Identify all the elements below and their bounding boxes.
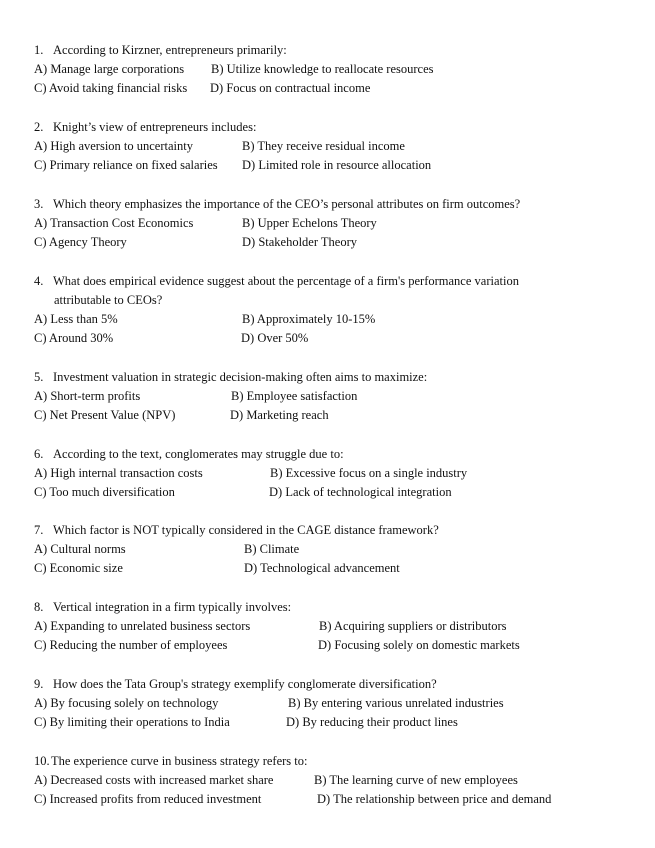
- option-row: [34, 310, 634, 329]
- option-row: [34, 79, 634, 98]
- question-3: [34, 195, 634, 253]
- option-row: [34, 329, 634, 348]
- option-b[interactable]: B) Utilize knowledge to reallocate resources: [211, 62, 434, 76]
- option-c[interactable]: C) By limiting their operations to India: [34, 715, 230, 730]
- question-stem: [34, 521, 634, 540]
- question-number: 4.: [34, 274, 44, 288]
- question-text: The experience curve in business strategy refers to:: [51, 754, 308, 768]
- option-row: [34, 60, 634, 79]
- question-text: According to the text, conglomerates may struggle due to:: [53, 447, 344, 461]
- option-d[interactable]: D) Stakeholder Theory: [242, 235, 358, 250]
- option-c[interactable]: C) Around 30%: [34, 331, 114, 346]
- question-stem: [34, 195, 634, 214]
- option-c[interactable]: C) Primary reliance on fixed salaries: [34, 158, 218, 173]
- question-9: [34, 675, 634, 733]
- option-b[interactable]: B) Upper Echelons Theory: [242, 216, 377, 230]
- option-a[interactable]: A) Transaction Cost Economics: [34, 216, 194, 230]
- option-d[interactable]: D) Technological advancement: [244, 561, 400, 576]
- question-text-continued: attributable to CEOs?: [54, 293, 163, 307]
- option-d[interactable]: D) Focus on contractual income: [210, 81, 371, 96]
- question-number: 2.: [34, 120, 44, 134]
- option-c[interactable]: C) Net Present Value (NPV): [34, 408, 176, 423]
- option-row: [34, 713, 634, 732]
- question-number: 5.: [34, 370, 44, 384]
- option-a[interactable]: A) Short-term profits: [34, 389, 141, 403]
- question-text: Which factor is NOT typically considered in the CAGE distance framework?: [53, 523, 439, 537]
- question-text: Which theory emphasizes the importance of the CEO’s personal attributes on firm outcomes?: [53, 197, 521, 211]
- option-d[interactable]: D) The relationship between price and demand: [317, 792, 552, 807]
- option-a[interactable]: A) Manage large corporations: [34, 62, 185, 76]
- option-row: [34, 214, 634, 233]
- question-text: Vertical integration in a firm typically involves:: [53, 600, 292, 614]
- option-row: [34, 617, 634, 636]
- question-text: What does empirical evidence suggest about the percentage of a firm's performance variation: [53, 274, 519, 288]
- question-stem: [34, 752, 634, 771]
- question-number: 8.: [34, 600, 44, 614]
- question-number: 9.: [34, 677, 44, 691]
- option-c[interactable]: C) Avoid taking financial risks: [34, 81, 188, 96]
- question-stem: [34, 675, 634, 694]
- option-d[interactable]: D) By reducing their product lines: [286, 715, 458, 730]
- option-c[interactable]: C) Agency Theory: [34, 235, 127, 250]
- question-stem: [34, 272, 634, 291]
- option-d[interactable]: D) Limited role in resource allocation: [242, 158, 432, 173]
- option-b[interactable]: B) Employee satisfaction: [231, 389, 358, 403]
- option-c[interactable]: C) Reducing the number of employees: [34, 638, 228, 653]
- question-text: According to Kirzner, entrepreneurs primarily:: [53, 43, 287, 57]
- question-10: [34, 752, 634, 810]
- option-b[interactable]: B) The learning curve of new employees: [314, 773, 518, 787]
- option-a[interactable]: A) Cultural norms: [34, 542, 126, 556]
- question-text: Investment valuation in strategic decision-making often aims to maximize:: [53, 370, 428, 384]
- question-2: [34, 118, 634, 176]
- question-number: 1.: [34, 43, 44, 57]
- option-a[interactable]: A) High aversion to uncertainty: [34, 139, 193, 153]
- option-row: [34, 771, 634, 790]
- option-a[interactable]: A) High internal transaction costs: [34, 466, 203, 480]
- question-stem: [34, 368, 634, 387]
- option-row: [34, 137, 634, 156]
- question-stem: [34, 598, 634, 617]
- option-b[interactable]: B) Excessive focus on a single industry: [270, 466, 468, 480]
- option-a[interactable]: A) By focusing solely on technology: [34, 696, 219, 710]
- option-row: [34, 387, 634, 406]
- option-b[interactable]: B) Approximately 10-15%: [242, 312, 376, 326]
- question-4: [34, 272, 634, 349]
- option-a[interactable]: A) Decreased costs with increased market share: [34, 773, 274, 787]
- question-number: 3.: [34, 197, 44, 211]
- question-6: [34, 445, 634, 503]
- option-d[interactable]: D) Over 50%: [241, 331, 309, 346]
- question-stem: [34, 41, 634, 60]
- option-row: [34, 464, 634, 483]
- option-d[interactable]: D) Marketing reach: [230, 408, 329, 423]
- option-a[interactable]: A) Expanding to unrelated business sectors: [34, 619, 251, 633]
- question-number: 6.: [34, 447, 44, 461]
- option-row: [34, 156, 634, 175]
- question-1: [34, 41, 634, 99]
- option-c[interactable]: C) Economic size: [34, 561, 123, 576]
- question-5: [34, 368, 634, 426]
- question-text: Knight’s view of entrepreneurs includes:: [53, 120, 257, 134]
- option-row: [34, 559, 634, 578]
- option-b[interactable]: B) By entering various unrelated industries: [288, 696, 504, 710]
- option-b[interactable]: B) Acquiring suppliers or distributors: [319, 619, 507, 633]
- question-8: [34, 598, 634, 656]
- option-row: [34, 540, 634, 559]
- option-c[interactable]: C) Increased profits from reduced investment: [34, 792, 262, 807]
- option-row: [34, 483, 634, 502]
- question-7: [34, 521, 634, 579]
- option-d[interactable]: D) Focusing solely on domestic markets: [318, 638, 520, 653]
- question-stem: [34, 445, 634, 464]
- question-stem: [34, 118, 634, 137]
- option-b[interactable]: B) They receive residual income: [242, 139, 405, 153]
- question-number: 10.: [34, 754, 50, 768]
- option-row: [34, 233, 634, 252]
- question-text: How does the Tata Group's strategy exemplify conglomerate diversification?: [53, 677, 437, 691]
- option-row: [34, 636, 634, 655]
- option-row: [34, 406, 634, 425]
- option-row: [34, 694, 634, 713]
- option-b[interactable]: B) Climate: [244, 542, 300, 556]
- option-c[interactable]: C) Too much diversification: [34, 485, 175, 500]
- option-a[interactable]: A) Less than 5%: [34, 312, 118, 326]
- option-d[interactable]: D) Lack of technological integration: [269, 485, 452, 500]
- question-number: 7.: [34, 523, 44, 537]
- option-row: [34, 790, 634, 809]
